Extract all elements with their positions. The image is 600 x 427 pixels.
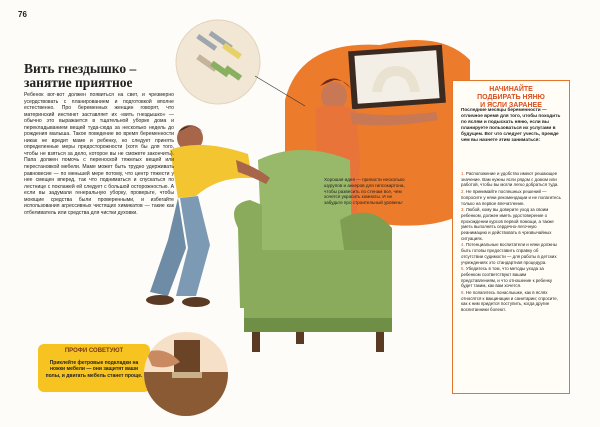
list-item-number: 4. bbox=[461, 242, 465, 248]
page-title bbox=[24, 62, 184, 90]
sidebar-box bbox=[452, 80, 570, 394]
pro-tip-box bbox=[38, 344, 150, 392]
tip-text: Приклейте фетровые подкладки на ножки мебели — они защитят ваши полы, и двигать мебель станет проще. bbox=[45, 360, 143, 379]
felt-pad-circle bbox=[144, 332, 228, 416]
title-line-1: Вить гнездышко – bbox=[24, 61, 137, 76]
list-item-text: Потенциальные воспитатели и няни должны быть готовы предоставить справку об отсутствии судимости — для работы в детских учреждениях это стандартная процедура. bbox=[461, 242, 557, 265]
page-number: 76 bbox=[18, 10, 27, 19]
sidebar-heading-line-2: ПОДБИРАТЬ НЯНЮ bbox=[477, 94, 545, 101]
list-item-text: Не полагитесь понаслышке, как в яслях относятся к вакцинации и санитарии; спросите, как к ним придется поступить, когда другие воспитанники болеют. bbox=[461, 290, 558, 313]
list-item-text: Расположение и удобство имеют решающее значение. Вам нужны ясли рядом с домом или работой, чтобы вы могли легко добраться туда. bbox=[461, 171, 559, 188]
title-line-2: занятие приятное bbox=[24, 75, 133, 90]
list-item-number: 1. bbox=[461, 171, 465, 176]
list-item-number: 5. bbox=[461, 266, 465, 272]
illustration-caption: Хорошая идея — припасти несколько шурупов и анкеров для гипсокартона, чтобы развесить по стенам все, чем хочется украсить комнаты. И не забудьте про строительный уровень! bbox=[324, 177, 405, 206]
tools-circle bbox=[176, 20, 260, 104]
list-item-number: 2. bbox=[461, 189, 465, 195]
tip-title: ПРОФИ СОВЕТУЮТ bbox=[64, 348, 124, 354]
felt-pad-icon bbox=[144, 332, 228, 416]
list-item bbox=[461, 189, 561, 206]
list-item-text: Убедитесь в том, что методы ухода за ребенком соответствуют вашим представлениям, и что отношение к ребенку будет таким, как вам хочется. bbox=[461, 266, 553, 289]
list-item bbox=[461, 290, 561, 313]
sidebar-intro: Последние месяцы беременности — отличное время для того, чтобы походить по яслям и подыскать няню, если вы планируете пользоваться их услугами в будущем. Вот что следует учесть, прежде чем вы начнете этим заниматься: bbox=[461, 107, 561, 142]
sidebar-list bbox=[461, 171, 561, 314]
list-item-number: 3. bbox=[461, 207, 465, 213]
list-item bbox=[461, 171, 561, 188]
body-paragraph: Ребенок вот-вот должен появиться на свет, и чрезмерно усердствовать с планированием и подготовкой вполне естественно. Про беременных женщин говорят, что материнский инстинкт заставляет их «вить гнездышко» — обычно это выражается в тщательной уборке дома и перекладыванием вещей туда-сюда за несколько недель до рождения малыша. Такое поведение во время беременности никак не вредит маме и ребенку, но следует принять определенные меры предосторожности (хотя бы для того, чтобы не взяться за дело, которое вы не сможете закончить). Папа должен помочь с переноской тяжелых вещей или перестановкой мебели. Маме может быть трудно удерживать равновесие — по меньшей мере потому, что центр тяжести у нее смещен вперед, так что подниматься и спускаться по лестнице с поклажей ей следует с большой осторожностью. А если вы задумали генеральную уборку, проверьте, чтобы моющие средства были проверенными, и избегайте использования агрессивных чистящих химикатов — такие как отбеливатель или средства для чистки духовки. bbox=[24, 92, 174, 216]
list-item bbox=[461, 207, 561, 241]
list-item-text: Не принимайте поспешных решений — попросите у няни рекомендации и не полагитесь только на первое впечатление. bbox=[461, 189, 561, 206]
sidebar-heading-line-3: И ЯСЛИ ЗАРАНЕЕ bbox=[480, 102, 542, 109]
list-item-text: Любой, кому вы доверите уход за своим ребенком, должен иметь удостоверение о прохождении курсов первой помощи, а также уметь выполнять сердечно-легочную реанимацию и действовать в чрезвычайных ситуациях. bbox=[461, 207, 554, 241]
list-item bbox=[461, 266, 561, 289]
list-item bbox=[461, 242, 561, 265]
list-item-number: 6. bbox=[461, 290, 465, 296]
sidebar-heading-line-1: НАЧИНАЙТЕ bbox=[489, 86, 533, 93]
